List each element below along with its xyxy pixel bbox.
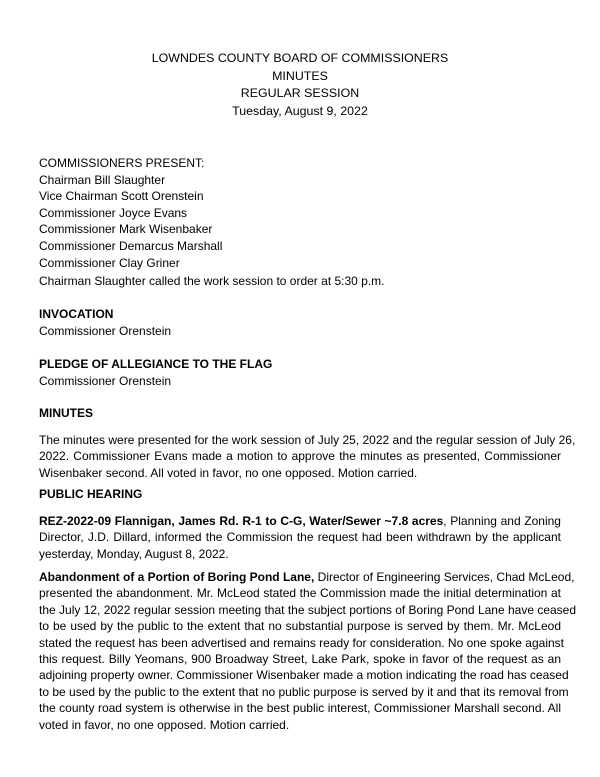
member-name: Commissioner Mark Wisenbaker — [39, 222, 213, 237]
item-title: Abandonment of a Portion of Boring Pond Lane, — [39, 570, 315, 584]
paragraph-line — [39, 513, 561, 529]
paragraph-line: the county road system is otherwise in the best public interest, Commissioner Marshall second. All — [39, 701, 561, 716]
member-name: Commissioner Clay Griner — [39, 255, 180, 270]
document-type: MINUTES — [272, 68, 328, 83]
item-text: Director of Engineering Services, Chad McLeod, — [314, 570, 575, 584]
paragraph-line: stated the request has been advertised and remains ready for consideration. No one spoke against — [39, 635, 564, 650]
invocation-section — [39, 306, 561, 339]
paragraph-line: Director, J.D. Dillard, informed the Commission the request had been withdrawn by the applicant — [39, 530, 561, 545]
paragraph-line: to be used by the public to the extent that no substantial purpose is served by them. Mr. McLeod — [39, 619, 561, 634]
member-name: Commissioner Joyce Evans — [39, 205, 188, 220]
abandonment-item — [39, 569, 577, 733]
call-to-order-text: Chairman Slaughter called the work session to order at 5:30 p.m. — [39, 274, 385, 288]
paragraph-line: yesterday, Monday, August 8, 2022. — [39, 546, 229, 561]
paragraph-line: to be used by the public to the extent that no public purpose is served by it and that its removal from — [39, 684, 569, 699]
session-type: REGULAR SESSION — [240, 86, 360, 100]
rezoning-item — [39, 513, 561, 562]
board-name: LOWNDES COUNTY BOARD OF COMMISSIONERS — [151, 51, 449, 65]
present-heading: COMMISSIONERS PRESENT: — [39, 156, 205, 170]
paragraph-line: Wisenbaker second. All voted in favor, no one opposed. Motion carried. — [39, 465, 418, 480]
invocation-heading: INVOCATION — [39, 307, 114, 321]
minutes-heading-block — [39, 405, 561, 422]
paragraph-line: voted in favor, no one opposed. Motion carried. — [39, 717, 290, 732]
invocation-text: Commissioner Orenstein — [39, 323, 172, 338]
minutes-heading: MINUTES — [39, 406, 93, 420]
paragraph-line: 2022. Commissioner Evans made a motion to approve the minutes as presented, Commissioner — [39, 449, 561, 464]
paragraph-line: presented the abandonment. Mr. McLeod stated the Commission made the initial determination at — [39, 586, 561, 601]
pledge-heading: PLEDGE OF ALLEGIANCE TO THE FLAG — [39, 357, 273, 371]
meeting-date: Tuesday, August 9, 2022 — [232, 103, 368, 118]
pledge-section — [39, 356, 561, 389]
paragraph-line: the July 12, 2022 regular session meeting that the subject portions of Boring Pond Lane have ceased — [39, 602, 577, 617]
paragraph-line: The minutes were presented for the work session of July 25, 2022 and the regular session of July 26, — [39, 433, 576, 447]
call-to-order — [39, 273, 561, 290]
minutes-paragraph — [39, 432, 576, 481]
item-text: , Planning and Zoning — [443, 514, 561, 528]
member-name: Commissioner Demarcus Marshall — [39, 238, 223, 253]
pledge-text: Commissioner Orenstein — [39, 373, 172, 388]
paragraph-line: this request. Billy Yeomans, 900 Broadway Street, Lake Park, spoke in favor of the request as an — [39, 652, 561, 667]
member-name: Vice Chairman Scott Orenstein — [39, 189, 204, 204]
member-name: Chairman Bill Slaughter — [39, 172, 166, 187]
commissioners-present — [39, 155, 561, 271]
item-title: REZ-2022-09 Flannigan, James Rd. R-1 to C-G, Water/Sewer ~7.8 acres — [39, 514, 444, 528]
public-hearing-heading-block — [39, 486, 561, 503]
public-hearing-heading: PUBLIC HEARING — [39, 487, 143, 501]
paragraph-line — [39, 569, 575, 585]
paragraph-line: adjoining property owner. Commissioner Wisenbaker made a motion indicating the road has ceased — [39, 668, 569, 683]
document-header — [0, 50, 600, 120]
